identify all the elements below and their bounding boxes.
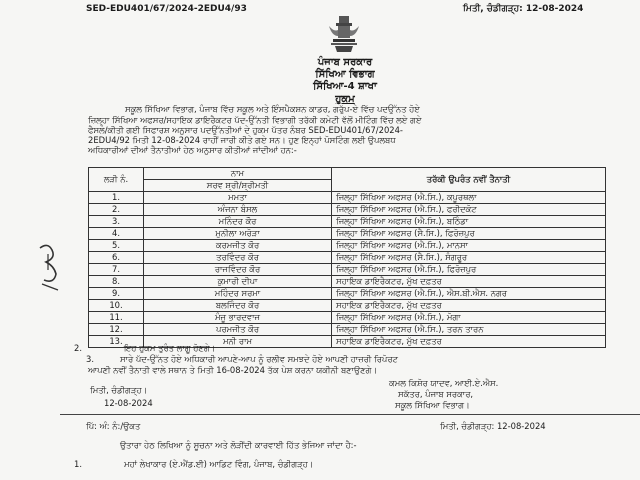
- header-posting: ਤਰੱਕੀ ਉਪਰੰਤ ਨਵੀਂ ਤੈਨਾਤੀ: [332, 168, 606, 192]
- row-posting-cell: ਸਹਾਇਕ ਡਾਇਰੈਕਟਰ, ਮੁੱਖ ਦਫ਼ਤਰ: [332, 276, 606, 288]
- handwritten-margin-note-icon: [34, 240, 64, 300]
- table-row: [89, 216, 606, 228]
- row-name-cell: ਮਮਤਾ: [144, 192, 332, 204]
- header-sr: ਲੜੀ ਨੰ.: [89, 168, 144, 192]
- endorsement-date: ਮਿਤੀ, ਚੰਡੀਗੜ੍ਹ: 12-08-2024: [440, 421, 546, 431]
- row-name-cell: ਮਹਿੰਦਰ ਸਰਮਾ: [144, 288, 332, 300]
- row-sr-cell: 11.: [89, 312, 144, 324]
- intro-line-2: ਜ਼ਿਲ੍ਹਾ ਸਿੱਖਿਆ ਅਫਸਰ/ਸਹਾਇਕ ਡਾਇਰੈਕਟਰ ਪੱਦ-ਉੱਨਤੀ ਵਿਭਾਗੀ ਤਰੱਕੀ ਕਮੇਟੀ ਵੱਲੋਂ ਮੀਟਿੰਗ ਵਿੱਚ ਲਏ ਗਏ: [88, 115, 422, 125]
- note-3-line-2: ਆਪਣੀ ਨਵੀਂ ਤੈਨਾਤੀ ਵਾਲੇ ਸਥਾਨ ਤੇ ਮਿਤੀ 16-08-2024 ਤੱਕ ਪੇਸ਼ ਕਰਨਾ ਯਕੀਨੀ ਬਣਾਉਣਗੇ।: [88, 365, 378, 375]
- row-sr-cell: 6.: [89, 252, 144, 264]
- title-line-2: ਸਿੱਖਿਆ ਵਿਭਾਗ: [315, 69, 375, 80]
- table-row: [89, 312, 606, 324]
- table-row: [89, 276, 606, 288]
- row-sr-cell: 12.: [89, 324, 144, 336]
- row-sr-cell: 9.: [89, 288, 144, 300]
- row-posting-cell: ਜਿਲ੍ਹਾ ਸਿੱਖਿਆ ਅਫਸਰ (ਐ.ਸਿ.), ਬਠਿੰਡਾ: [332, 216, 606, 228]
- row-name-cell: ਕੁਮਾਰੀ ਦੀਪਾ: [144, 276, 332, 288]
- row-sr-cell: 7.: [89, 264, 144, 276]
- copy-item-1-number: 1.: [74, 459, 82, 469]
- row-name-cell: ਮੰਜੂ ਭਾਰਦਵਾਜ: [144, 312, 332, 324]
- header-name: ਨਾਮ: [144, 168, 332, 180]
- note-3-line-1: ਸਾਰੇ ਪੱਦ-ਉੱਨਤ ਹੋਏ ਅਧਿਕਾਰੀ ਆਪਣੇ-ਆਪ ਨੂੰ ਰਲੀਵ ਸਮਝਦੇ ਹੋਏ ਆਪਣੀ ਹਾਜ਼ਰੀ ਰਿਪੋਰਟ: [120, 354, 398, 364]
- table-row: [89, 228, 606, 240]
- title-line-4: ਹੁਕਮ: [335, 94, 355, 105]
- table-row: [89, 264, 606, 276]
- note-3-number: 3.: [86, 354, 94, 364]
- row-posting-cell: ਜਿਲ੍ਹਾ ਸਿੱਖਿਆ ਅਫਸਰ (ਐ.ਸਿ.), ਤਰਨ ਤਾਰਨ: [332, 324, 606, 336]
- table-row: [89, 204, 606, 216]
- copy-item-1-text: ਮਹਾਂ ਲੇਖਾਕਾਰ (ਏ.ਐਂਡ.ਈ) ਆਡਿਟ ਵਿੰਗ, ਪੰਜਾਬ, ਚੰਡੀਗੜ੍ਹ।: [124, 459, 314, 469]
- row-name-cell: ਮਨੀ ਰਾਮ: [144, 336, 332, 348]
- intro-line-4: 2EDU4/92 ਮਿਤੀ 12-08-2024 ਰਾਹੀਂ ਜਾਰੀ ਕੀਤੇ ਗਏ ਸਨ। ਹੁਣ ਇਨ੍ਹਾਂ ਪੋਸਟਿੰਗ ਲਈ ਉਪਲਬਧ: [88, 135, 396, 145]
- row-posting-cell: ਜਿਲ੍ਹਾ ਸਿੱਖਿਆ ਅਫਸਰ (ਐ.ਸਿ.), ਫਰੀਦਕੋਟ: [332, 204, 606, 216]
- signatory-designation: ਸਕੱਤਰ, ਪੰਜਾਬ ਸਰਕਾਰ,: [398, 389, 474, 399]
- header-date: ਮਿਤੀ, ਚੰਡੀਗੜ੍ਹ: 12-08-2024: [463, 4, 584, 14]
- title-line-3: ਸਿੱਖਿਆ-4 ਸ਼ਾਖਾ: [313, 81, 377, 92]
- row-posting-cell: ਜਿਲ੍ਹਾ ਸਿੱਖਿਆ ਅਫਸਰ (ਸੈ.ਸਿ.), ਸੰਗਰੂਰ: [332, 252, 606, 264]
- order-date: 12-08-2024: [104, 398, 153, 408]
- note-2-number: 2.: [74, 343, 82, 353]
- row-posting-cell: ਜਿਲ੍ਹਾ ਸਿੱਖਿਆ ਅਫਸਰ (ਐ.ਸਿ.), ਫਿਰੋਜ਼ਪੁਰ: [332, 264, 606, 276]
- table-row: [89, 288, 606, 300]
- signatory-department: ਸਕੂਲ ਸਿੱਖਿਆ ਵਿਭਾਗ।: [395, 400, 470, 410]
- row-posting-cell: ਸਹਾਇਕ ਡਾਇਰੈਕਟਰ, ਮੁੱਖ ਦਫ਼ਤਰ: [332, 336, 606, 348]
- table-row: [89, 300, 606, 312]
- row-sr-cell: 1.: [89, 192, 144, 204]
- table-row: [89, 324, 606, 336]
- row-sr-cell: 10.: [89, 300, 144, 312]
- note-2-text: ਇਹ ਹੁਕਮ ਤੁਰੰਤ ਲਾਗੂ ਹੋਣਗੇ।: [124, 343, 216, 353]
- title-line-1: ਪੰਜਾਬ ਸਰਕਾਰ: [317, 57, 373, 68]
- row-sr-cell: 5.: [89, 240, 144, 252]
- row-sr-cell: 3.: [89, 216, 144, 228]
- row-posting-cell: ਜਿਲ੍ਹਾ ਸਿੱਖਿਆ ਅਫਸਰ (ਸੈ.ਸਿ.), ਫਿਰੋਜ਼ਪੁਰ: [332, 228, 606, 240]
- table-row: [89, 240, 606, 252]
- government-emblem-icon: [321, 12, 367, 54]
- row-posting-cell: ਸਹਾਇਕ ਡਾਇਰੈਕਟਰ, ਮੁੱਖ ਦਫ਼ਤਰ: [332, 300, 606, 312]
- table-row: [89, 192, 606, 204]
- row-posting-cell: ਜਿਲ੍ਹਾ ਸਿੱਖਿਆ ਅਫਸਰ (ਐ.ਸਿ.), ਮਾਨਸਾ: [332, 240, 606, 252]
- row-posting-cell: ਜਿਲ੍ਹਾ ਸਿੱਖਿਆ ਅਫਸਰ (ਐ.ਸਿ.), ਕਪੂਰਥਲਾ: [332, 192, 606, 204]
- row-sr-cell: 2.: [89, 204, 144, 216]
- endorsement-number: ਪਿੱ: ਅੰ: ਨੰ:/ਉਕਤ: [86, 421, 141, 431]
- endorsement-divider: [60, 414, 640, 415]
- table-header-row: [89, 168, 606, 180]
- signatory-name: ਕਮਲ ਕਿਸ਼ੋਰ ਯਾਦਵ, ਆਈ.ਏ.ਐਸ.: [389, 378, 499, 388]
- row-sr-cell: 4.: [89, 228, 144, 240]
- row-name-cell: ਅੰਜਨਾ ਬੰਸਲ: [144, 204, 332, 216]
- header-name-sub: ਸਰਵ ਸ਼੍ਰੀ/ਸ਼੍ਰੀਮਤੀ: [144, 180, 332, 192]
- row-name-cell: ਮੁਨੀਲਾ ਅਰੋੜਾ: [144, 228, 332, 240]
- row-name-cell: ਕਰਮਜੀਤ ਕੌਰ: [144, 240, 332, 252]
- row-name-cell: ਰਾਜਵਿੰਦਰ ਕੌਰ: [144, 264, 332, 276]
- row-name-cell: ਤਰਵਿੰਦਰ ਕੌਰ: [144, 252, 332, 264]
- place-label: ਮਿਤੀ, ਚੰਡੀਗੜ੍ਹ।: [90, 385, 148, 395]
- intro-line-3: ਫੈਸਲੇ/ਕੀਤੀ ਗਈ ਸਿਫਾਰਸ਼ ਅਨੁਸਾਰ ਪਦਉੱਨਤੀਆਂ ਦੇ ਹੁਕਮ ਪੱਤਰ ਨੰਬਰ SED-EDU401/67/2024-: [88, 125, 403, 135]
- row-sr-cell: 8.: [89, 276, 144, 288]
- row-posting-cell: ਜਿਲ੍ਹਾ ਸਿੱਖਿਆ ਅਫਸਰ (ਐ.ਸਿ.), ਮੋਗਾ: [332, 312, 606, 324]
- postings-table: [88, 167, 606, 348]
- row-name-cell: ਬਲਜਿੰਦਰ ਕੌਰ: [144, 300, 332, 312]
- intro-line-5: ਅਧਿਕਾਰੀਆਂ ਦੀਆਂ ਤੈਨਾਤੀਆਂ ਹੇਠ ਅਨੁਸਾਰ ਕੀਤੀਆਂ ਜਾਂਦੀਆਂ ਹਨ:-: [88, 145, 297, 155]
- intro-line-1: ਸਕੂਲ ਸਿੱਖਿਆ ਵਿਭਾਗ, ਪੰਜਾਬ ਵਿੱਚ ਸਕੂਲ ਅਤੇ ਇੰਸਪੈਕਸ਼ਨ ਕਾਡਰ, ਗਰੁੱਪ-ਏ ਵਿੱਚ ਪਦਉੱਨਤ ਹੋਏ: [125, 104, 420, 114]
- table-row: [89, 252, 606, 264]
- row-posting-cell: ਜਿਲ੍ਹਾ ਸਿੱਖਿਆ ਅਫਸਰ (ਐ.ਸਿ.), ਐਸ.ਬੀ.ਐਸ. ਨਗਰ: [332, 288, 606, 300]
- row-name-cell: ਮਨਿੰਦਰ ਕੌਰ: [144, 216, 332, 228]
- row-name-cell: ਪਰਮਜੀਤ ਕੌਰ: [144, 324, 332, 336]
- file-number: SED-EDU401/67/2024-2EDU4/93: [86, 4, 247, 14]
- endorsement-line: ਉਤਾਰਾ ਹੇਠ ਲਿਖਿਆ ਨੂੰ ਸੂਚਨਾ ਅਤੇ ਲੋੜੀਂਦੀ ਕਾਰਵਾਈ ਹਿੱਤ ਭੇਜਿਆ ਜਾਂਦਾ ਹੈ:-: [120, 440, 357, 450]
- row-sr-cell: 13.: [89, 336, 144, 348]
